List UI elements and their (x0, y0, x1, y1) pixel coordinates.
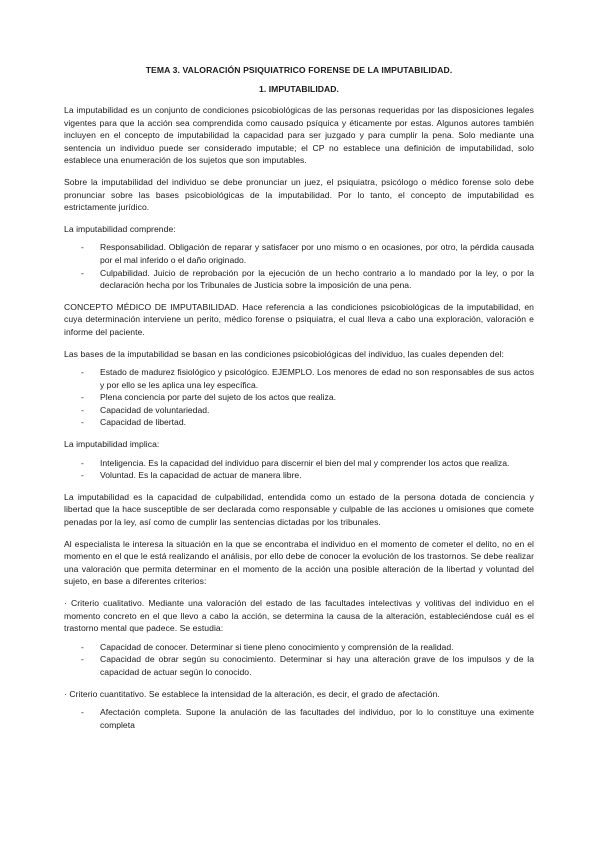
list-bases (64, 366, 534, 429)
list-item: - Capacidad de voluntariedad. (81, 404, 210, 415)
list-cuantitativo (64, 706, 534, 731)
list-item: - Culpabilidad. Juicio de reprobación por la ejecución de un hecho contrario a lo mandado por la ley, o por la declaración hecha por los Tribunales de Justicia sobre la imposición de una pena. (81, 267, 534, 291)
paragraph-implica: La imputabilidad implica: (64, 439, 160, 450)
list-item: - Capacidad de obrar según su conocimiento. Determinar si hay una alteración grave de los impulsos y de la capacidad de actuar según lo conocido. (81, 654, 534, 677)
document-page (64, 64, 534, 731)
list-item: - Afectación completa. Supone la anulación de las facultades del individuo, por lo lo constituye una eximente completa (81, 707, 534, 730)
paragraph-especialista: Al especialista le interesa la situación en la que se encontraba el individuo en el momento de cometer el delito, no en el momento en el que le está realizando el análisis, por ello debe de conocer la evolución de los trastornos. Se debe realizar una valoración que permita determinar en el momento de la acción una posible alteración de la libertad y voluntad del sujeto, en base a diferentes criterios: (64, 538, 535, 587)
list-item: - Capacidad de conocer. Determinar si tiene pleno conocimiento y comprensión de la realidad. (81, 641, 454, 652)
list-item: - Estado de madurez fisiológico y psicológico. EJEMPLO. Los menores de edad no son responsables de sus actos y por ello se les aplica una ley específica. (81, 367, 534, 390)
paragraph-culpabilidad: La imputabilidad es la capacidad de culpabilidad, entendida como un estado de la persona dotada de conciencia y libertad que la hace susceptible de ser declarada como responsable y culpable de las acciones u omisiones que comete penadas por la ley, así como de cumplir las sentencias dictadas por los tribunales. (64, 491, 534, 528)
list-comprende (64, 241, 534, 291)
paragraph-comprende: La imputabilidad comprende: (64, 223, 176, 234)
list-item: - Responsabilidad. Obligación de reparar y satisfacer por uno mismo o en ocasiones, por otro, la pérdida causada por el mal inferido o el daño originado. (81, 242, 534, 265)
paragraph-concepto-medico: CONCEPTO MÉDICO DE IMPUTABILIDAD. Hace referencia a las condiciones psicobiológicas de la imputabilidad, en cuya determinación interviene un perito, médico forense o psiquiatra, el cual lleva a cabo una exploración, valoración e informe del paciente. (64, 301, 534, 337)
list-cualitativo (64, 641, 534, 679)
paragraph-definition: La imputabilidad es un conjunto de condiciones psicobiológicas de las personas requeridas por las disposiciones legales vigentes para que la acción sea comprendida como causado psíquica y éticamente por estas. Algunos autores también incluyen en el concepto de imputabilidad la capacidad para ser juzgado y para cumplir la pena. Solo mediante una sentencia un individuo puede ser considerado imputable; el CP no establece una definición de imputabilidad, solo establece una enumeración de los sujetos que son imputables. (64, 105, 534, 166)
list-item: - Plena conciencia por parte del sujeto de los actos que realiza. (81, 392, 336, 403)
section-heading: 1. IMPUTABILIDAD. (259, 84, 339, 94)
list-item: - Voluntad. Es la capacidad de actuar de manera libre. (81, 470, 302, 481)
paragraph-bases: Las bases de la imputabilidad se basan en las condiciones psicobiológicas del individuo, las cuales dependen del: (64, 348, 504, 359)
list-item: - Capacidad de libertad. (81, 417, 186, 428)
paragraph-criterio-cuantitativo: · Criterio cuantitativo. Se establece la intensidad de la alteración, es decir, el grado de afectación. (64, 688, 440, 699)
list-implica (64, 457, 534, 482)
document-title: TEMA 3. VALORACIÓN PSIQUIATRICO FORENSE DE LA IMPUTABILIDAD. (145, 65, 453, 75)
paragraph-criterio-cualitativo: · Criterio cualitativo. Mediante una valoración del estado de las facultades intelectivas y volitivas del individuo en el momento concreto en el que llevo a cabo la acción, se determina la causa de la alteración, estableciéndose cuál es el trastorno mental que padece. Se estudia: (64, 598, 534, 634)
list-item: - Inteligencia. Es la capacidad del individuo para discernir el bien del mal y comprender los actos que realiza. (81, 457, 510, 468)
paragraph-judge: Sobre la imputabilidad del individuo se debe pronunciar un juez, el psiquiatra, psicólogo o médico forense solo debe pronunciar sobre las bases psicobiológicas de la imputabilidad. Por lo tanto, el concepto de imputabilidad es estrictamente jurídico. (64, 176, 534, 213)
